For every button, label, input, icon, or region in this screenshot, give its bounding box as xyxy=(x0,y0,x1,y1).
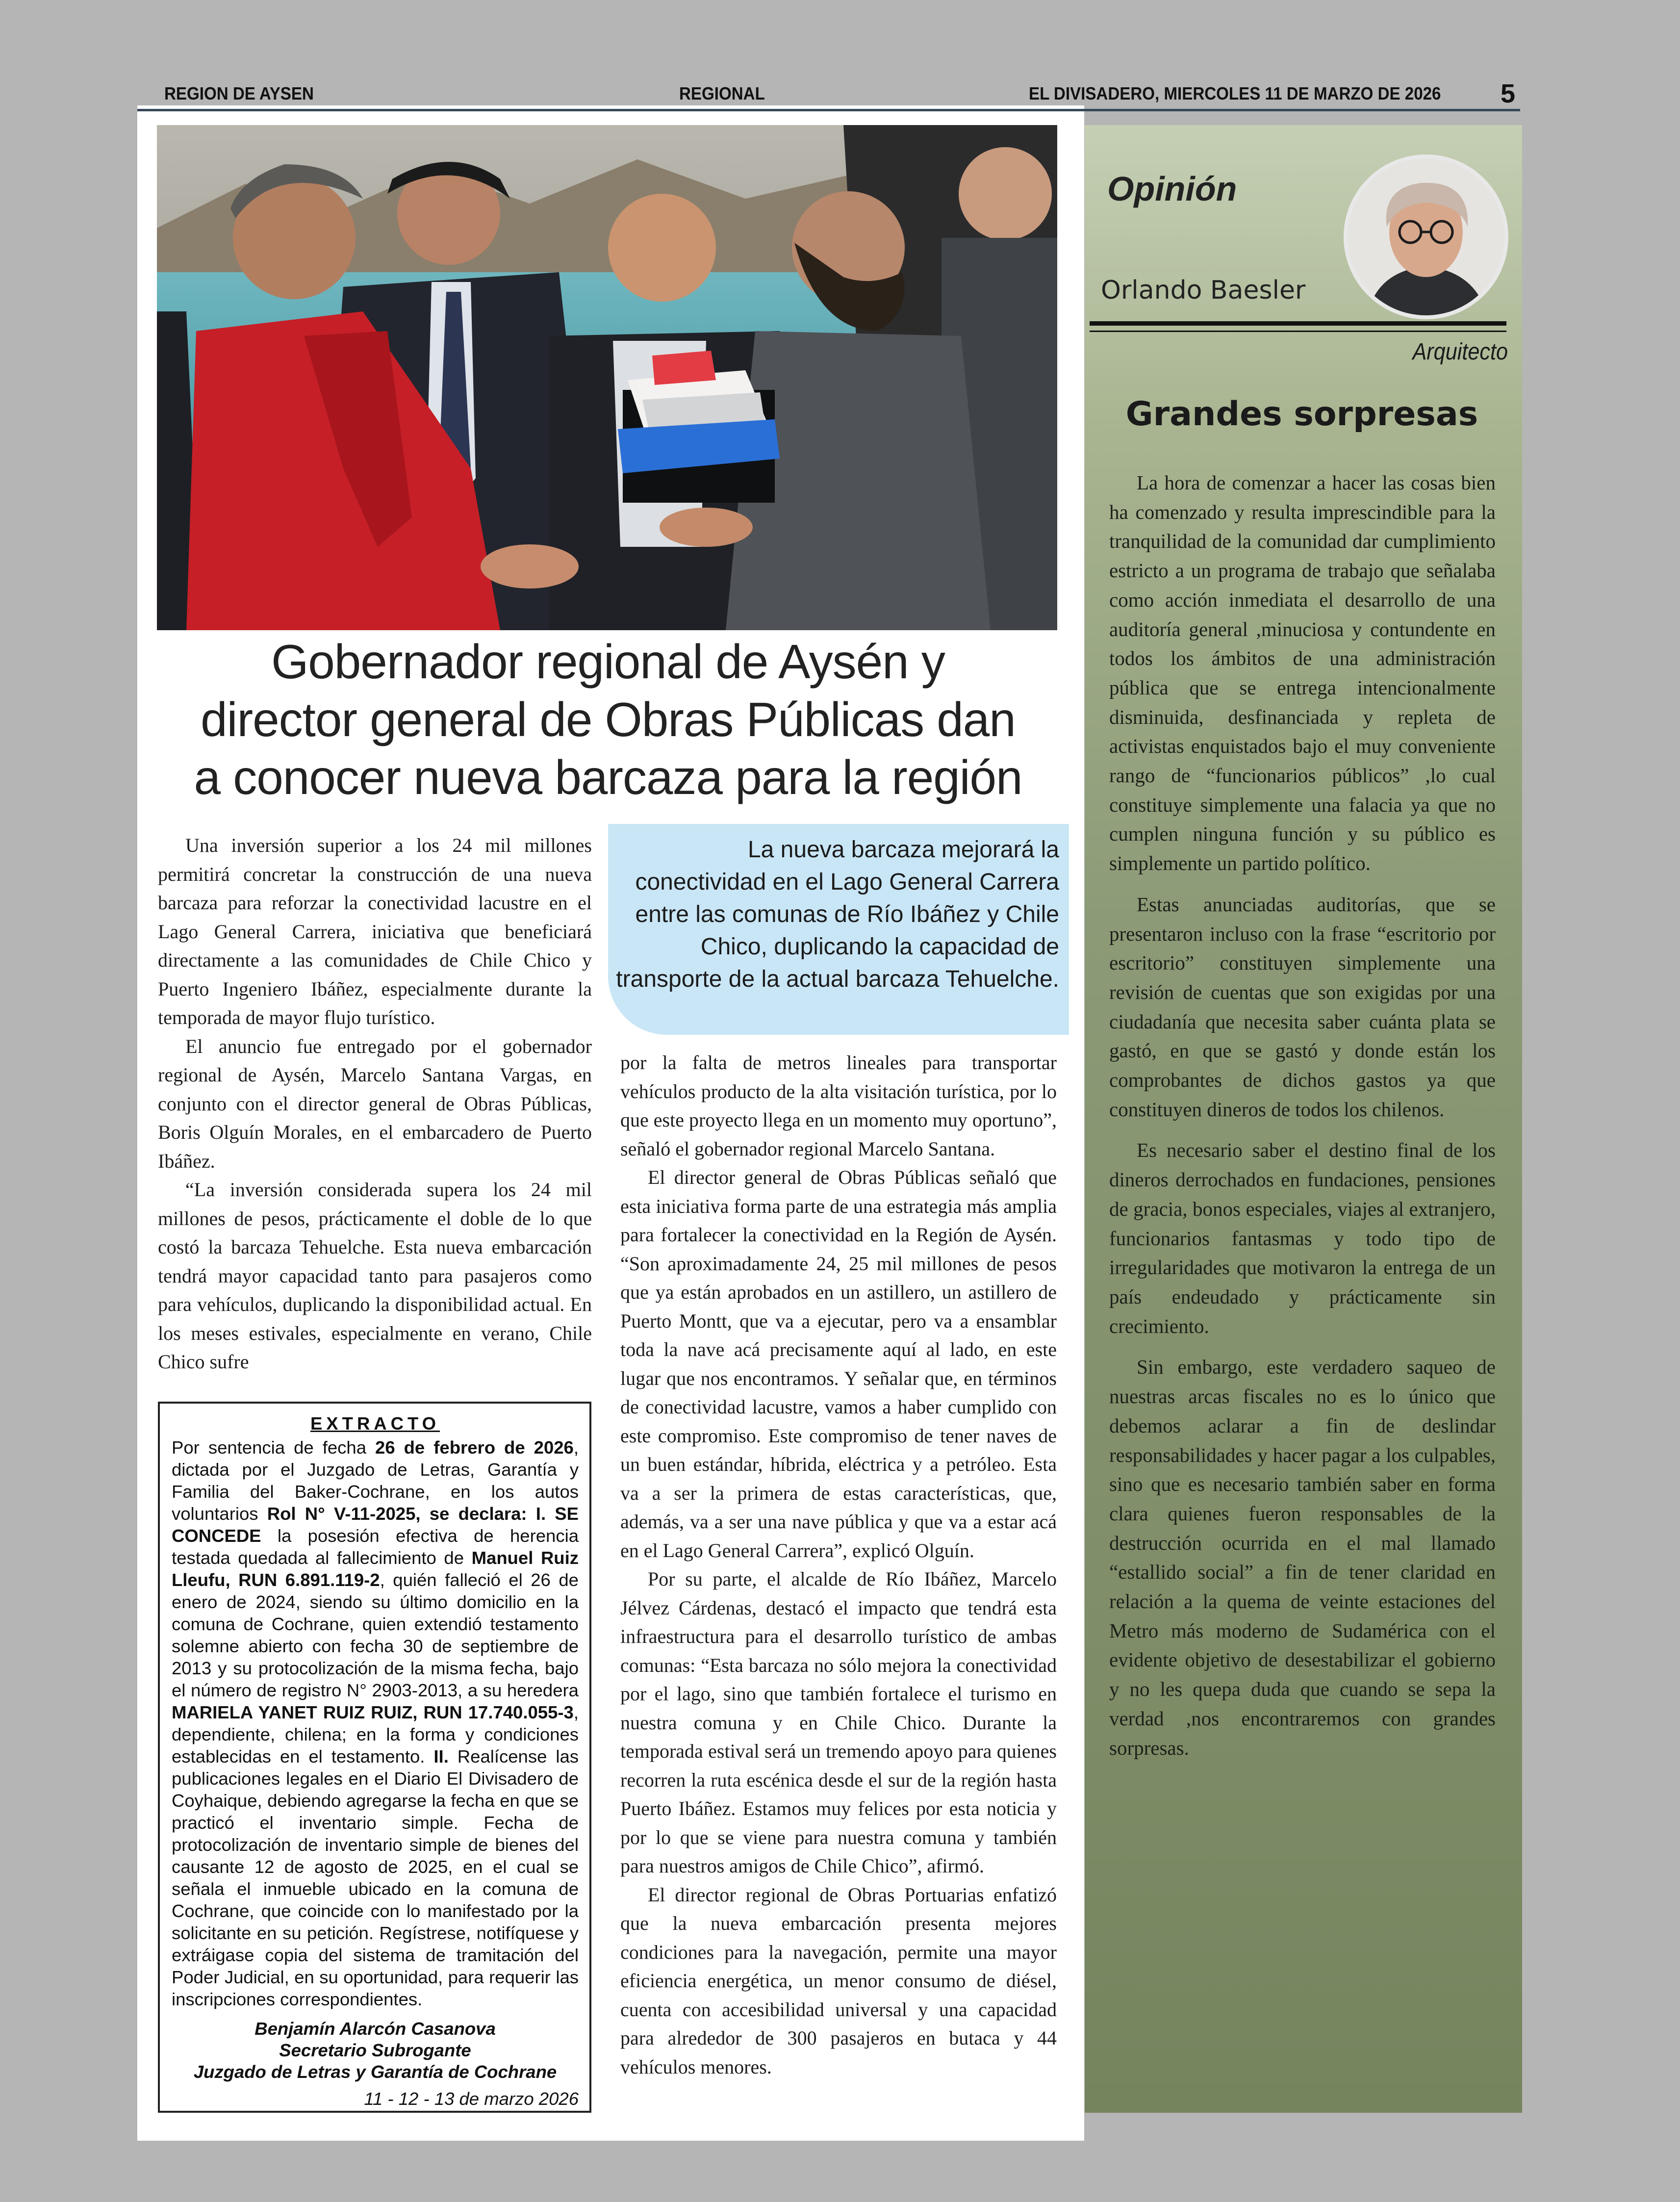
body-paragraph: El director general de Obras Públicas señaló que esta iniciativa forma parte de una estrategia más amplia para fortalecer la conectividad en la Región de Aysén. “Son aproximadamente 24, 25 mil millones de pesos que ya están aprobados en un astillero, un astillero de Puerto Montt, que va a ejecutar, pero va a ensamblar toda la nave acá precisamente aquí al lado, en este lugar que nos encontramos. Y señalar que, en términos de conectividad lacustre, vamos a haber cumplido con este compromiso. Este compromiso de tener naves de un buen estándar, híbrida, eléctrica y a petróleo. Esta va a ser la primera de estas características, que, además, va a ser una nave pública y que va a estar acá en el Lago General Carrera”, explicó Olguín. xyxy=(620,1166,1057,1562)
article-headline xyxy=(154,633,1062,806)
opinion-paragraph: Sin embargo, este verdadero saqueo de nuestras arcas fiscales no es lo único que debemos aclarar a fin de deslindar responsabilidades y hacer pagar a los culpables, sino que es necesario también saber en forma clara quienes fueron responsables de la destrucción ocurrida en el mal llamado “estallido social” a fin de tener claridad en relación a la quema de veinte estaciones del Metro más moderno de Sudamérica con el evidente objetivo de desestabilizar el gobierno y no les quepa duda que cuando se sepa la verdad ,nos encontraremos con grandes sorpresas. xyxy=(1109,1356,1496,1759)
category-label: REGIONAL xyxy=(679,83,765,103)
header-rule xyxy=(137,109,1520,111)
author-portrait xyxy=(1344,154,1508,319)
opinion-author: Orlando Baesler xyxy=(1101,276,1306,305)
legal-notice-title: EXTRACTO xyxy=(310,1413,440,1434)
dateline: EL DIVISADERO, MIERCOLES 11 DE MARZO DE 2026 xyxy=(1029,83,1441,103)
article-photo xyxy=(157,125,1057,630)
opinion-rule xyxy=(1090,331,1506,332)
court-name: Juzgado de Letras y Garantía de Cochrane xyxy=(193,2062,557,2082)
author-role: Arquitecto xyxy=(1412,339,1508,365)
opinion-paragraph: La hora de comenzar a hacer las cosas bien ha comenzado y resulta imprescindible para la tranquilidad de la comunidad dar cumplimiento estricto a un programa de trabajo que señalaba como acción inmediata el desarrollo de una auditoría general ,minuciosa y contundente en todos los ámbitos de una administración pública que se entrega intencionalmente disminuida, desfinanciada y repleta de activistas enquistados bajo el muy conveniente rango de “funcionarios públicos” ,lo cual constituye simplemente una falacia ya que no cumplen ninguna función y su público es simplemente un partido político. xyxy=(1109,471,1496,875)
opinion-paragraph: Estas anunciadas auditorías, que se presentaron incluso con la frase “escritorio por escritorio” constituyen simplemente una revisión de cuentas que son exigidas por una ciudadanía que necesita saber cuánta plata se gastó, en que se gastó y donde están los comprobantes de dichos gastos ya que constituyen dineros de todos los chilenos. xyxy=(1109,893,1496,1121)
article-column-2 xyxy=(620,1049,1057,2081)
publication-dates: 11 - 12 - 13 de marzo 2026 xyxy=(364,2089,579,2109)
body-paragraph: El director regional de Obras Portuarias enfatizó que la nueva embarcación presenta mejores condiciones para la navegación, permite una mayor eficiencia energética, un menor consumo de diésel, cuenta con accesibilidad universal y una capacidad para alrededor de 300 pasajeros en butaca y 44 vehículos menores. xyxy=(620,1883,1057,2078)
section-label: REGION DE AYSEN xyxy=(164,83,314,103)
body-paragraph: por la falta de metros lineales para transportar vehículos producto de la alta visitación turística, por lo que este proyecto llega en un momento muy oportuno”, señaló el gobernador regional Marcelo Santana. xyxy=(620,1051,1057,1160)
opinion-section-title: Opinión xyxy=(1107,170,1237,208)
headline-line-2: director general de Obras Públicas dan xyxy=(201,692,1016,746)
article-column-1 xyxy=(158,831,592,1377)
body-paragraph: “La inversión considerada supera los 24 mil millones de pesos, prácticamente el doble de lo que costó la barcaza Tehuelche. Esta nueva embarcación tendrá mayor capacidad tanto para pasajeros como para vehículos, duplicando la disponibilidad actual. En los meses estivales, especialmente en verano, Chile Chico sufre xyxy=(158,1178,592,1373)
body-paragraph: Una inversión superior a los 24 mil millones permitirá concretar la construcción de una nueva barcaza para reforzar la conectividad lacustre en el Lago General Carrera, iniciativa que beneficiará directamente a las comunidades de Chile Chico y Puerto Ingeniero Ibáñez, especialmente durante la temporada de mayor flujo turístico. xyxy=(158,834,592,1028)
signer-name: Benjamín Alarcón Casanova xyxy=(255,2019,496,2039)
body-paragraph: El anuncio fue entregado por el gobernador regional de Aysén, Marcelo Santana Vargas, en conjunto con el director general de Obras Públicas, Boris Olguín Morales, en el embarcadero de Puerto Ibáñez. xyxy=(158,1035,592,1172)
opinion-rule xyxy=(1090,321,1506,326)
headline-line-3: a conocer nueva barcaza para la región xyxy=(194,750,1022,804)
legal-notice-signature xyxy=(172,2018,579,2083)
page-number: 5 xyxy=(1501,79,1516,108)
opinion-body xyxy=(1109,468,1496,1774)
headline-line-1: Gobernador regional de Aysén y xyxy=(271,635,945,689)
opinion-headline: Grandes sorpresas xyxy=(1125,395,1478,434)
legal-notice-body: Por sentencia de fecha 26 de febrero de 2026, dictada por el Juzgado de Letras, Garantía y Familia del Baker-Cochrane, en los autos voluntarios Rol N° V-11-2025, se declara: I. SE CONCEDE la posesión efectiva de herencia testada quedada al fallecimiento de Manuel Ruiz Lleufu, RUN 6.891.119-2, quién falleció el 26 de enero de 2024, siendo su último domicilio en la comuna de Cochrane, quien extendió testamento solemne abierto con fecha 30 de septiembre de 2013 y su protocolización de la misma fecha, bajo el número de registro N° 2903-2013, a su heredera MARIELA YANET RUIZ RUIZ, RUN 17.740.055-3, dependiente, chilena; en la forma y condiciones establecidas en el testamento. II. Realícense las publicaciones legales en el Diario El Divisadero de Coyhaique, debiendo agregarse la fecha en que se practicó el inventario simple. Fecha de protocolización de inventario simple de bienes del causante 12 de agosto de 2025, en el cual se señala el inmueble ubicado en la comuna de Cochrane, que coincide con lo manifestado por la solicitante en su petición. Regístrese, notifíquese y extráigase copia del sistema de tramitación del Poder Judicial, en su oportunidad, para requerir las inscripciones correspondientes. xyxy=(172,1437,579,2009)
opinion-paragraph: Es necesario saber el destino final de los dineros derrochados en fundaciones, pensiones de gracia, bonos especiales, viajes al extranjero, funcionarios fantasmas y todo tipo de irregularidades que motivaron la entrega de un país endeudado y prácticamente sin crecimiento. xyxy=(1109,1139,1496,1337)
legal-notice xyxy=(158,1402,591,2113)
signer-role: Secretario Subrogante xyxy=(279,2040,471,2060)
pull-quote: La nueva barcaza mejorará la conectividad en el Lago General Carrera entre las comunas de Río Ibáñez y Chile Chico, duplicando la capacidad de transporte de la actual barcaza Tehuelche. xyxy=(616,837,1059,992)
body-paragraph: Por su parte, el alcalde de Río Ibáñez, Marcelo Jélvez Cárdenas, destacó el impacto que tendrá esta infraestructura para el desarrollo turístico de ambas comunas: “Esta barcaza no sólo mejora la conectividad por el lago, sino que también fortalece el turismo en nuestra comuna y en Chile Chico. Durante la temporada estival será un tremendo apoyo para quienes recorren la ruta escénica desde el sur de la región hasta Puerto Ibáñez. Estamos muy felices por esta noticia y por lo que se viene para nuestra comuna y también para nuestros amigos de Chile Chico”, afirmó. xyxy=(620,1568,1057,1877)
